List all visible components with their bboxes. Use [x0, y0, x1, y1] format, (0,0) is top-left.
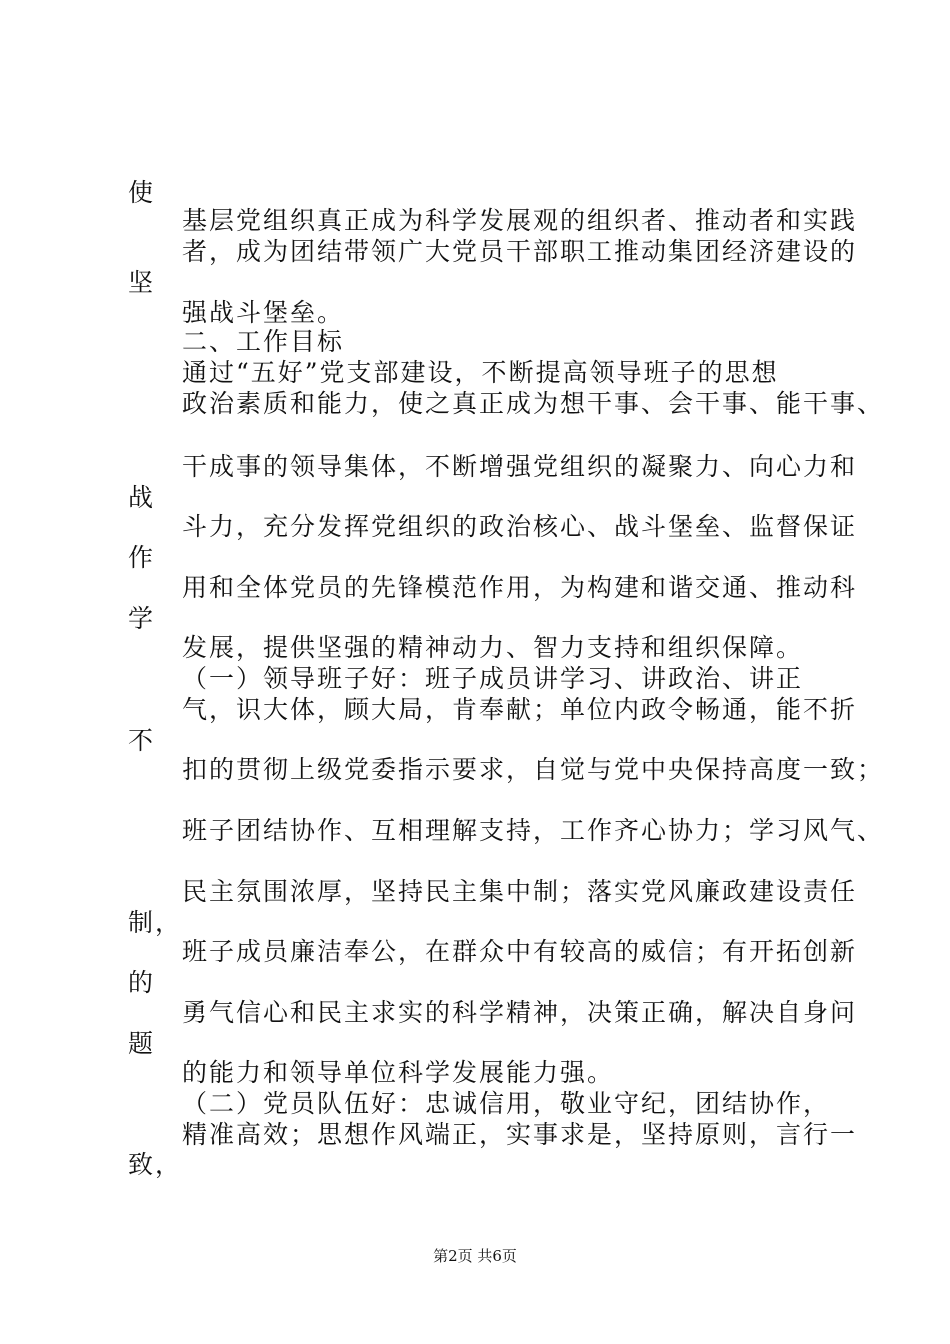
- text-line: （二）党员队伍好：忠诚信用，敬业守纪，团结协作，: [182, 1089, 831, 1118]
- text-line: 勇气信心和民主求实的科学精神，决策正确，解决自身问: [182, 998, 858, 1027]
- text-line: 强战斗堡垒。: [182, 298, 345, 327]
- text-line: 通过“五好”党支部建设，不断提高领导班子的思想: [182, 358, 779, 387]
- text-line: 基层党组织真正成为科学发展观的组织者、推动者和实践: [182, 206, 858, 235]
- text-line: （一）领导班子好：班子成员讲学习、讲政治、讲正: [182, 664, 804, 693]
- text-line: 班子团结协作、互相理解支持，工作齐心协力；学习风气、: [182, 816, 885, 845]
- text-line: 班子成员廉洁奉公，在群众中有较高的威信；有开拓创新: [182, 937, 858, 966]
- text-line: 斗力，充分发挥党组织的政治核心、战斗堡垒、监督保证: [182, 512, 858, 541]
- text-line: 用和全体党员的先锋模范作用，为构建和谐交通、推动科: [182, 573, 858, 602]
- text-line: 制，: [128, 908, 183, 937]
- page-number-footer: 第2页 共6页: [433, 1247, 517, 1265]
- text-line: 的能力和领导单位科学发展能力强。: [182, 1058, 615, 1087]
- text-line: 精准高效；思想作风端正，实事求是，坚持原则，言行一: [182, 1120, 858, 1149]
- text-line: 发展，提供坚强的精神动力、智力支持和组织保障。: [182, 633, 804, 662]
- text-line: 扣的贯彻上级党委指示要求，自觉与党中央保持高度一致；: [182, 755, 885, 784]
- text-line: 政治素质和能力，使之真正成为想干事、会干事、能干事、: [182, 389, 885, 418]
- text-line: 民主氛围浓厚，坚持民主集中制；落实党风廉政建设责任: [182, 877, 858, 906]
- section-heading: 二、工作目标: [182, 327, 345, 356]
- text-line: 战: [128, 483, 156, 512]
- text-line: 致，: [128, 1150, 183, 1179]
- text-line: 作: [128, 543, 156, 572]
- text-line: 不: [128, 726, 156, 755]
- text-line: 的: [128, 968, 156, 997]
- text-line: 学: [128, 604, 156, 633]
- text-line: 干成事的领导集体，不断增强党组织的凝聚力、向心力和: [182, 452, 858, 481]
- text-line: 使: [128, 178, 156, 207]
- text-line: 者，成为团结带领广大党员干部职工推动集团经济建设的: [182, 237, 858, 266]
- text-line: 气，识大体，顾大局，肯奉献；单位内政令畅通，能不折: [182, 695, 858, 724]
- text-line: 题: [128, 1029, 156, 1058]
- text-line: 坚: [128, 268, 156, 297]
